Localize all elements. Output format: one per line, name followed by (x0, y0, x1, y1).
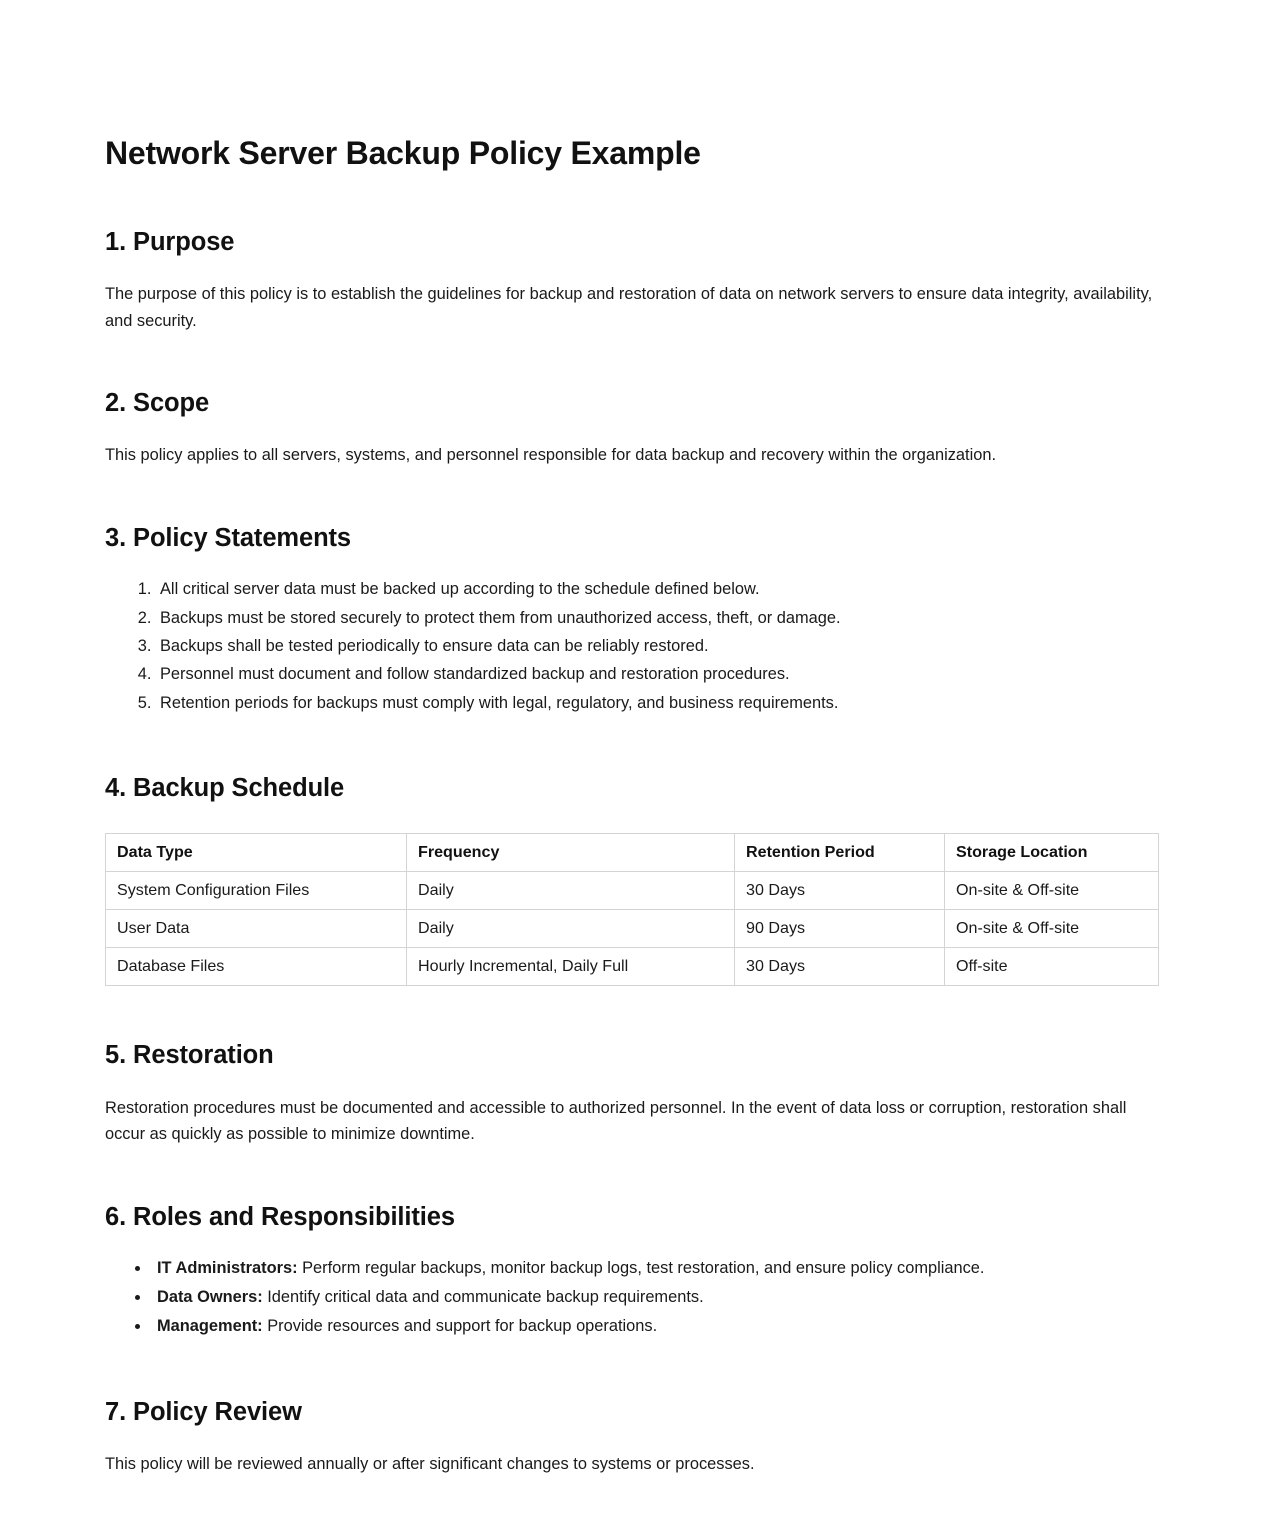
cell-retention-period: 30 Days (735, 948, 945, 986)
cell-frequency: Hourly Incremental, Daily Full (407, 948, 735, 986)
column-header-data-type: Data Type (106, 834, 407, 872)
cell-storage-location: On-site & Off-site (945, 872, 1159, 910)
list-item: 4. Personnel must document and follow standardized backup and restoration procedures. (156, 662, 1160, 687)
policy-statements-list (105, 555, 1160, 716)
cell-storage-location: On-site & Off-site (945, 910, 1159, 948)
list-item: 1. All critical server data must be backed up according to the schedule defined below. (156, 577, 1160, 602)
section-heading-restoration: 5. Restoration (105, 1041, 274, 1070)
column-header-retention-period: Retention Period (735, 834, 945, 872)
list-item: 3. Backups shall be tested periodically to ensure data can be reliably restored. (156, 634, 1160, 659)
section-heading-scope: 2. Scope (105, 389, 210, 418)
cell-data-type: Database Files (106, 948, 407, 986)
cell-data-type: System Configuration Files (106, 872, 407, 910)
list-item: 5. Retention periods for backups must comply with legal, regulatory, and business requirements. (156, 691, 1160, 716)
cell-frequency: Daily (407, 872, 735, 910)
section-body-policy-review: This policy will be reviewed annually or after significant changes to systems or processes. (105, 1454, 755, 1473)
section-heading-roles-responsibilities: 6. Roles and Responsibilities (105, 1202, 455, 1231)
backup-schedule-table (105, 833, 1159, 986)
section-heading-purpose: 1. Purpose (105, 228, 235, 256)
role-label: Management: (157, 1316, 263, 1335)
cell-frequency: Daily (407, 910, 735, 948)
cell-storage-location: Off-site (945, 948, 1159, 986)
table-row (106, 910, 1159, 948)
section-heading-policy-statements: 3. Policy Statements (105, 524, 352, 553)
role-label: Data Owners: (157, 1287, 263, 1306)
role-description: Provide resources and support for backup operations. (262, 1316, 658, 1335)
list-item (151, 1314, 1160, 1340)
list-item (151, 1256, 1160, 1282)
section-body-restoration: Restoration procedures must be documented and accessible to authorized personnel. In the event of data loss or corruption, restoration shall occur as quickly as possible to minimize downtime. (105, 1098, 1127, 1144)
roles-responsibilities-list (105, 1234, 1160, 1340)
role-description: Perform regular backups, monitor backup logs, test restoration, and ensure policy compliance. (297, 1258, 985, 1277)
column-header-storage-location: Storage Location (945, 834, 1159, 872)
table-row (106, 948, 1159, 986)
cell-data-type: User Data (106, 910, 407, 948)
table-row (106, 872, 1159, 910)
role-label: IT Administrators: (157, 1258, 298, 1277)
section-body-purpose: The purpose of this policy is to establish the guidelines for backup and restoration of data on network servers to ensure data integrity, availability, and security. (105, 285, 1153, 330)
cell-retention-period: 30 Days (735, 872, 945, 910)
table-header-row (106, 834, 1159, 872)
list-item (151, 1285, 1160, 1311)
role-description: Identify critical data and communicate backup requirements. (262, 1287, 704, 1306)
section-body-scope: This policy applies to all servers, systems, and personnel responsible for data backup and recovery within the organization. (105, 446, 997, 465)
section-heading-policy-review: 7. Policy Review (105, 1397, 302, 1426)
list-item: 2. Backups must be stored securely to protect them from unauthorized access, theft, or damage. (156, 606, 1160, 631)
column-header-frequency: Frequency (407, 834, 735, 872)
cell-retention-period: 90 Days (735, 910, 945, 948)
section-heading-backup-schedule: 4. Backup Schedule (105, 774, 345, 803)
document-content (105, 0, 1160, 1477)
page-title: Network Server Backup Policy Example (105, 135, 701, 171)
